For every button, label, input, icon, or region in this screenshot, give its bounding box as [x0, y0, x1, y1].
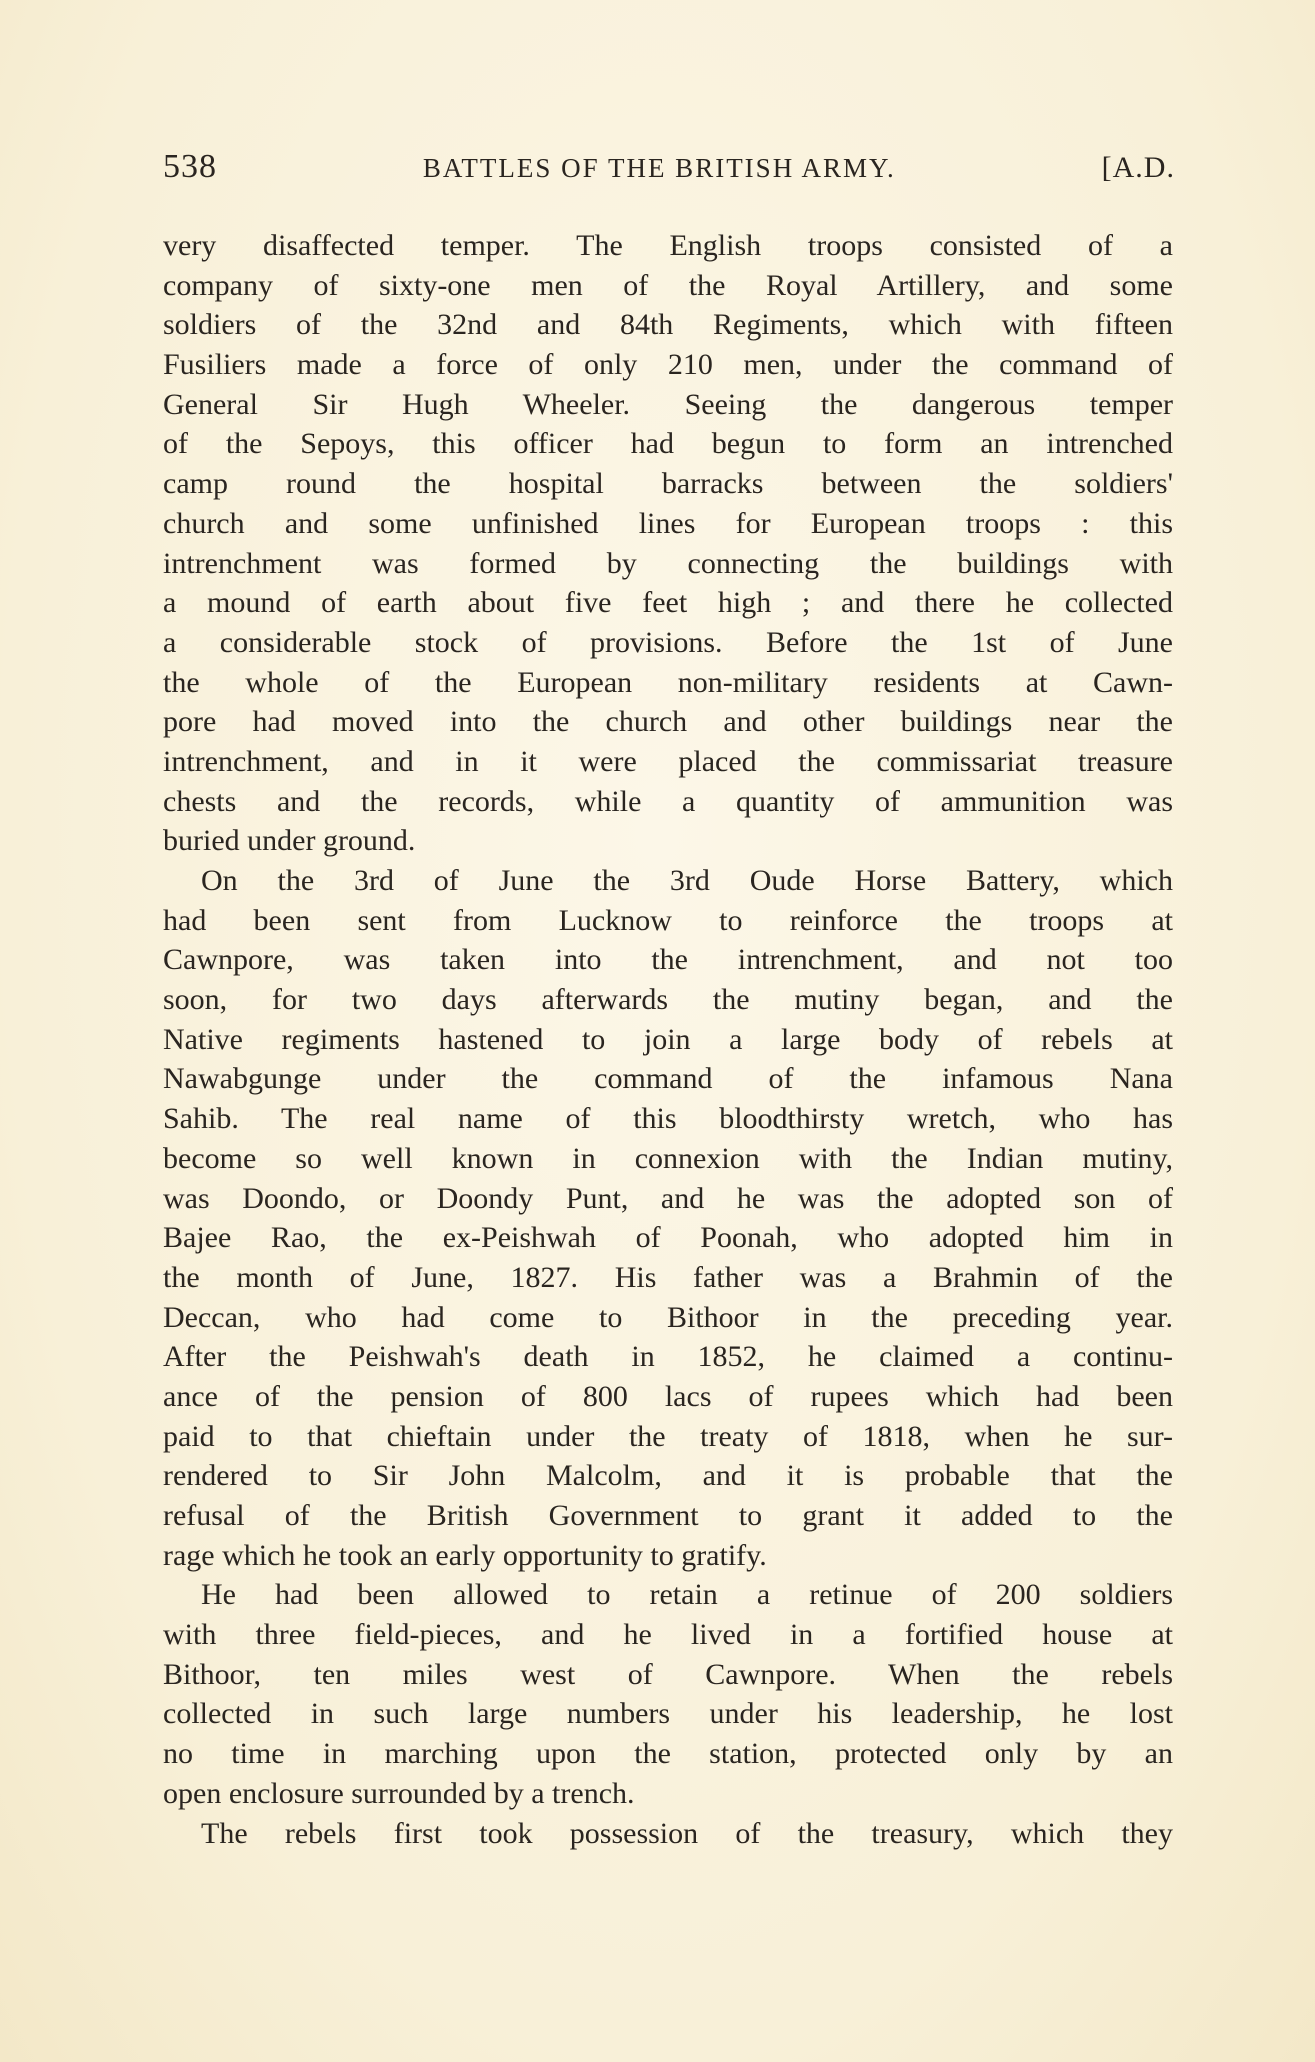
text-line: very disaffected temper. The English troops consisted of a: [163, 229, 1173, 262]
page-number: 538: [163, 148, 217, 185]
text-line: soldiers of the 32nd and 84th Regiments, which with fifteen: [163, 308, 1173, 342]
text-line: Cawnpore, was taken into the intrenchment, and not too: [163, 943, 1173, 977]
text-line: paid to that chieftain under the treaty of 1818, when he sur-: [163, 1419, 1173, 1453]
text-line: Sahib. The real name of this bloodthirsty wretch, who has: [163, 1102, 1173, 1136]
text-line: with three field-pieces, and he lived in a fortified house at: [163, 1618, 1173, 1652]
text-line: Bajee Rao, the ex-Peishwah of Poonah, who adopted him in: [163, 1221, 1173, 1255]
text-line: a considerable stock of provisions. Before the 1st of June: [163, 625, 1173, 659]
text-line: Nawabgunge under the command of the infamous Nana: [163, 1062, 1173, 1096]
text-line: become so well known in connexion with the Indian mutiny,: [163, 1141, 1173, 1175]
text-line: had been sent from Lucknow to reinforce the troops at: [163, 903, 1173, 937]
text-line: pore had moved into the church and other buildings near the: [163, 705, 1173, 739]
text-line: collected in such large numbers under his leadership, he lost: [163, 1697, 1173, 1731]
text-line: The rebels first took possession of the treasury, which they: [201, 1816, 1173, 1850]
text-line: a mound of earth about five feet high ; and there he collected: [163, 586, 1173, 620]
text-line: camp round the hospital barracks between the soldiers': [163, 467, 1173, 501]
text-line: Native regiments hastened to join a large body of rebels at: [163, 1022, 1173, 1056]
text-line: company of sixty-one men of the Royal Artillery, and some: [163, 268, 1173, 302]
text-line: After the Peishwah's death in 1852, he claimed a continu-: [163, 1340, 1173, 1374]
text-line: General Sir Hugh Wheeler. Seeing the dangerous temper: [163, 387, 1173, 421]
running-title: BATTLES OF THE BRITISH ARMY.: [422, 153, 896, 183]
text-line: no time in marching upon the station, protected only by an: [163, 1737, 1173, 1771]
body-text: [163, 226, 1173, 1853]
running-head: [163, 148, 1175, 194]
text-line: rage which he took an early opportunity to gratify.: [163, 1538, 767, 1572]
text-line: Deccan, who had come to Bithoor in the preceding year.: [163, 1300, 1173, 1334]
text-line: refusal of the British Government to grant it added to the: [163, 1499, 1173, 1532]
text-line: rendered to Sir John Malcolm, and it is probable that the: [163, 1459, 1173, 1493]
text-line: was Doondo, or Doondy Punt, and he was the adopted son of: [163, 1181, 1173, 1215]
text-line: Bithoor, ten miles west of Cawnpore. When the rebels: [163, 1657, 1173, 1691]
text-line: open enclosure surrounded by a trench.: [163, 1776, 635, 1810]
text-line: church and some unfinished lines for European troops : this: [163, 506, 1173, 540]
text-line: of the Sepoys, this officer had begun to form an intrenched: [163, 427, 1173, 461]
text-line: intrenchment, and in it were placed the commissariat treasure: [163, 744, 1173, 778]
text-line: He had been allowed to retain a retinue of 200 soldiers: [201, 1578, 1173, 1612]
text-line: the month of June, 1827. His father was a Brahmin of the: [163, 1260, 1173, 1294]
date-reference: [A.D.: [1101, 151, 1175, 184]
text-line: On the 3rd of June the 3rd Oude Horse Battery, which: [201, 864, 1173, 897]
text-line: Fusiliers made a force of only 210 men, under the command of: [163, 348, 1173, 382]
text-line: ance of the pension of 800 lacs of rupees which had been: [163, 1379, 1173, 1413]
text-line: soon, for two days afterwards the mutiny began, and the: [163, 983, 1173, 1017]
text-line: the whole of the European non-military residents at Cawn-: [163, 665, 1173, 699]
text-line: intrenchment was formed by connecting the buildings with: [163, 546, 1173, 580]
text-line: buried under ground.: [163, 824, 416, 858]
text-line: chests and the records, while a quantity of ammunition was: [163, 784, 1173, 818]
